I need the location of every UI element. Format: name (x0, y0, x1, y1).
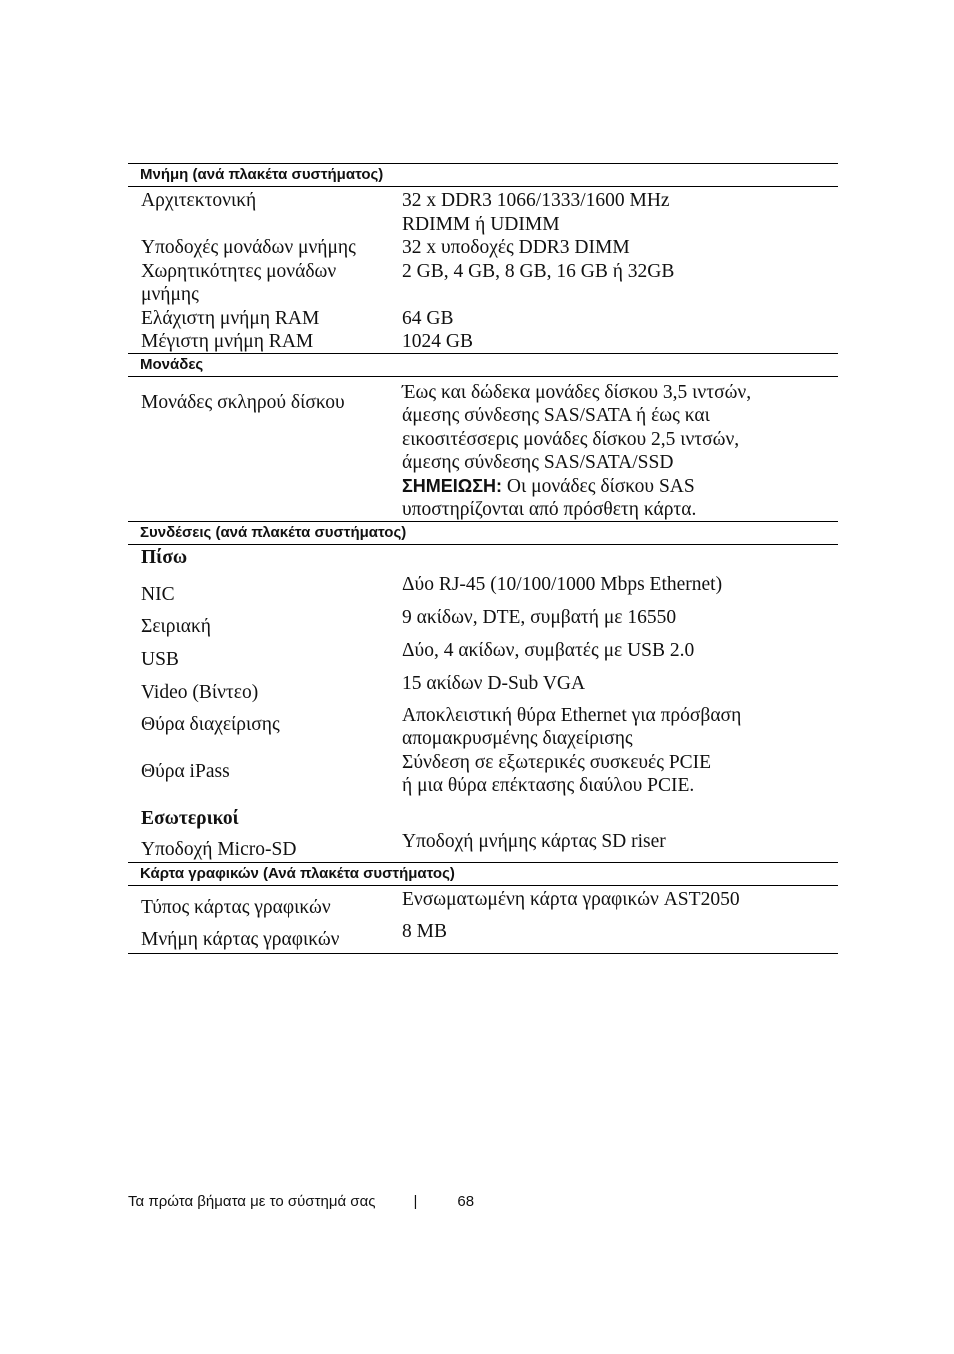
memory-section-body (128, 187, 838, 354)
spec-label: Υποδοχή Micro-SD (141, 838, 297, 860)
spec-label: Ελάχιστη μνήμη RAM (141, 307, 320, 329)
spec-row-hard-drives (128, 381, 838, 522)
spec-value: 9 ακίδων, DTE, συμβατή με 16550 (402, 606, 677, 628)
page-number: 68 (457, 1193, 475, 1210)
spec-label: Τύπος κάρτας γραφικών (141, 896, 331, 918)
rear-subheading: Πίσω (141, 546, 188, 568)
page-footer (128, 1193, 474, 1210)
spec-value-line: Αποκλειστική θύρα Ethernet για πρόσβαση (402, 704, 742, 726)
spec-row-graphics-memory (128, 920, 838, 953)
specifications-table (128, 164, 838, 954)
spec-value: 64 GB (402, 307, 454, 329)
note-line-2: υποστηρίζονται από πρόσθετη κάρτα. (402, 499, 697, 520)
spec-label: NIC (141, 583, 175, 605)
spec-row-ipass-port (128, 751, 838, 798)
spec-label-line: Χωρητικότητες μονάδων (141, 260, 337, 282)
spec-value: 1024 GB (402, 331, 473, 352)
spec-value-line: εικοσιτέσσερις μονάδες δίσκου 2,5 ιντσών, (402, 428, 740, 450)
spec-label: Θύρα iPass (141, 760, 230, 782)
spec-value (402, 189, 838, 236)
spec-label (128, 260, 402, 307)
spec-row-memory-slots (128, 236, 838, 260)
spec-label: Σειριακή (141, 615, 212, 637)
spec-label: Θύρα διαχείρισης (141, 713, 280, 735)
spec-row-management-port (128, 704, 838, 751)
spec-value-line: RDIMM ή UDIMM (402, 213, 560, 235)
note-label: ΣΗΜΕΙΩΣΗ: (402, 475, 503, 496)
spec-value: 15 ακίδων D-Sub VGA (402, 672, 586, 694)
spec-value (402, 751, 838, 798)
spec-value-line: ή μια θύρα επέκτασης διαύλου PCIE. (402, 775, 695, 796)
spec-row-usb (128, 639, 838, 672)
spec-row-nic (128, 573, 838, 606)
spec-value-line: Έως και δώδεκα μονάδες δίσκου 3,5 ιντσών, (402, 381, 752, 403)
spec-value: 32 x υποδοχές DDR3 DIMM (402, 237, 630, 258)
spec-label: Μέγιστη μνήμη RAM (141, 331, 314, 352)
spec-value: Υποδοχή μνήμης κάρτας SD riser (402, 830, 666, 852)
spec-row-memory-capacities (128, 260, 838, 307)
spec-value-line: 32 x DDR3 1066/1333/1600 MHz (402, 190, 670, 211)
spec-value-line: Σύνδεση σε εξωτερικές συσκευές PCIE (402, 751, 712, 773)
spec-value (402, 381, 838, 522)
memory-section-header: Μνήμη (ανά πλακέτα συστήματος) (128, 163, 838, 187)
spec-row-serial (128, 606, 838, 639)
spec-value: Ενσωματωμένη κάρτα γραφικών AST2050 (402, 888, 740, 910)
drives-section-header: Μονάδες (128, 353, 838, 377)
spec-row-max-ram (128, 330, 838, 354)
drives-section-body (128, 377, 838, 522)
spec-value: 2 GB, 4 GB, 8 GB, 16 GB ή 32GB (402, 260, 675, 282)
spec-value: Δύο, 4 ακίδων, συμβατές με USB 2.0 (402, 639, 695, 661)
spec-value-line: άμεσης σύνδεσης SAS/SATA ή έως και (402, 405, 710, 426)
connections-section-header: Συνδέσεις (ανά πλακέτα συστήματος) (128, 521, 838, 545)
spec-row-video (128, 672, 838, 704)
footer-separator: | (413, 1193, 418, 1210)
graphics-section-header: Κάρτα γραφικών (Ανά πλακέτα συστήματος) (128, 862, 838, 886)
spec-row-min-ram (128, 307, 838, 331)
footer-title: Τα πρώτα βήματα με το σύστημά σας (128, 1193, 376, 1210)
graphics-section-body (128, 886, 838, 954)
spec-label: Μνήμη κάρτας γραφικών (141, 928, 340, 950)
spec-label: Μονάδες σκληρού δίσκου (141, 391, 345, 413)
spec-row-graphics-type (128, 888, 838, 920)
spec-label: Video (Βίντεο) (141, 681, 259, 703)
spec-value: Δύο RJ-45 (10/100/1000 Mbps Ethernet) (402, 573, 723, 595)
spec-value: 8 MB (402, 920, 447, 942)
note-line (402, 475, 838, 499)
spec-value-line: απομακρυσμένης διαχείρισης (402, 728, 633, 749)
spec-label-line: μνήμης (141, 284, 199, 305)
note-text: Οι μονάδες δίσκου SAS (502, 475, 695, 497)
spec-label: USB (141, 648, 179, 670)
internal-subheading: Εσωτερικοί (141, 807, 239, 829)
spec-label: Υποδοχές μονάδων μνήμης (141, 237, 356, 258)
spec-value-line: άμεσης σύνδεσης SAS/SATA/SSD (402, 452, 674, 473)
connections-section-body (128, 545, 838, 863)
spec-row-micro-sd (128, 830, 838, 863)
spec-value (402, 704, 838, 751)
spec-row-architecture (128, 189, 838, 236)
spec-label: Αρχιτεκτονική (141, 190, 257, 211)
